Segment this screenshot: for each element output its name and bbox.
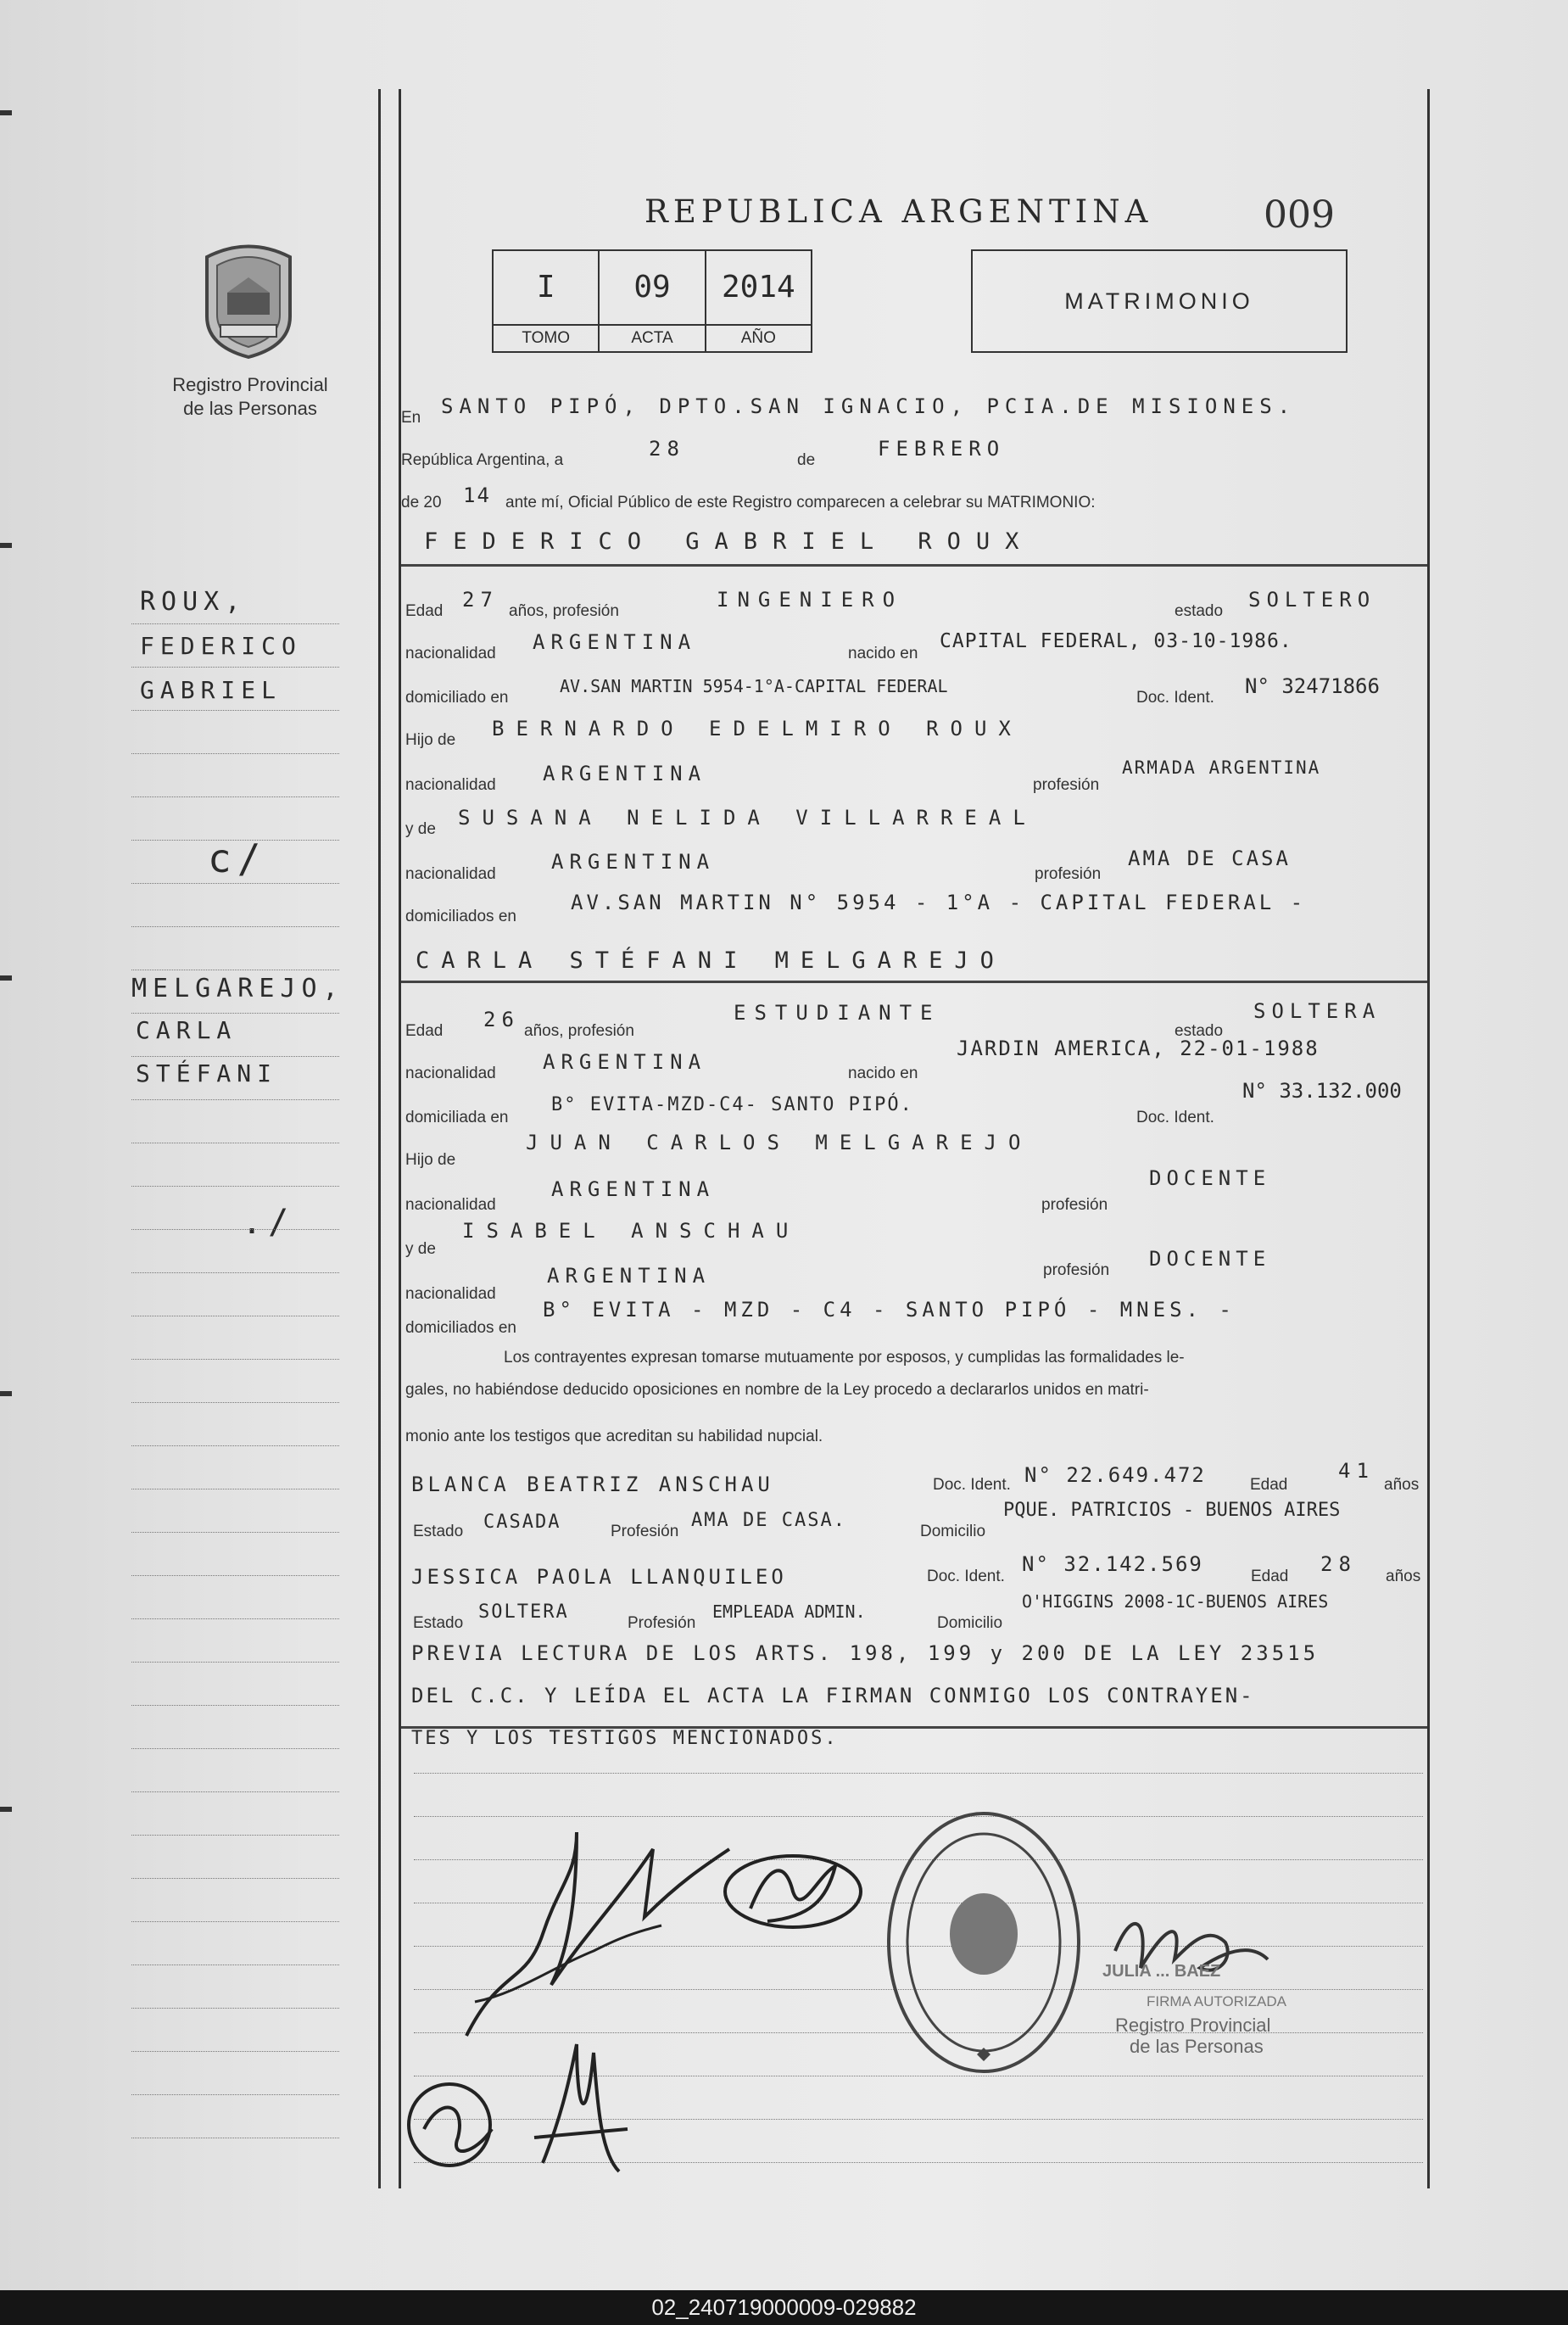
bride-marital-status: SOLTERA <box>1253 999 1381 1023</box>
groom-mother-prof-label: profesión <box>1035 865 1102 883</box>
bride-father-profession: DOCENTE <box>1149 1166 1271 1190</box>
groom-doc-number: N° 32471866 <box>1245 674 1380 698</box>
margin-ruled-line <box>131 1835 339 1836</box>
registry-line-2: de las Personas <box>183 398 317 419</box>
margin-ruled-line <box>131 1618 339 1619</box>
witness2-profession: EMPLEADA ADMIN. <box>712 1601 866 1622</box>
official-seal-stamp <box>882 1807 1085 2078</box>
margin-ruled-line <box>131 1878 339 1879</box>
bride-father-name: JUAN CARLOS MELGAREJO <box>526 1131 1033 1154</box>
margin-ruled-line <box>131 667 339 668</box>
groom-father-nationality: ARGENTINA <box>543 762 707 785</box>
bride-nationality: ARGENTINA <box>543 1050 707 1074</box>
acta-cell <box>600 251 706 351</box>
margin-ruled-line <box>131 2094 339 2095</box>
document-id-footer: 02_240719000009-029882 <box>0 2290 1568 2325</box>
margin-ruled-line <box>131 1099 339 1100</box>
declaration-line-1: Los contrayentes expresan tomarse mutuamente por esposos, y cumplidas las formalidades le- <box>504 1349 1185 1366</box>
groom-hijo-label: Hijo de <box>405 731 456 749</box>
tomo-value: I <box>536 270 555 305</box>
misiones-coat-of-arms-icon <box>198 240 299 359</box>
witness1-prof-label: Profesión <box>611 1523 679 1540</box>
margin-ruled-line <box>131 926 339 927</box>
official-title: FIRMA AUTORIZADA <box>1147 1993 1286 2009</box>
page-number: 009 <box>1264 193 1335 237</box>
section-divider <box>401 1726 1427 1729</box>
binding-mark <box>0 543 12 548</box>
country-title: REPUBLICA ARGENTINA <box>644 193 1153 230</box>
intro-de20-label: de 20 <box>401 494 442 511</box>
margin-groom-surname: ROUX, <box>140 587 247 617</box>
bride-profession: ESTUDIANTE <box>734 1001 941 1025</box>
witness2-prof-label: Profesión <box>628 1614 696 1632</box>
margin-ruled-line <box>131 1575 339 1576</box>
groom-parents-domicile: AV.SAN MARTIN N° 5954 - 1°A - CAPITAL FEDERAL - <box>571 891 1307 914</box>
declaration-line-2: gales, no habiéndose deducido oposiciones en nombre de la Ley procedo a declararlos unidos en matri- <box>405 1381 1149 1399</box>
groom-nacido-label: nacido en <box>848 645 918 662</box>
witness2-dom-label: Domicilio <box>937 1614 1003 1632</box>
groom-parents-dom-label: domiciliados en <box>405 908 516 925</box>
margin-ruled-line <box>131 1013 339 1014</box>
groom-profesion-label: años, profesión <box>509 602 619 620</box>
bride-profesion-label: años, profesión <box>524 1022 634 1040</box>
witness2-name: JESSICA PAOLA LLANQUILEO <box>411 1565 787 1589</box>
bride-father-nationality: ARGENTINA <box>551 1177 716 1201</box>
groom-mother-label: y de <box>405 820 436 838</box>
bride-father-prof-label: profesión <box>1041 1196 1108 1214</box>
bride-nacido-label: nacido en <box>848 1065 918 1082</box>
anio-cell <box>706 251 811 351</box>
bride-parents-domicile: B° EVITA - MZD - C4 - SANTO PIPÓ - MNES. - <box>543 1298 1236 1322</box>
groom-mother-name: SUSANA NELIDA VILLARREAL <box>458 806 1037 830</box>
groom-domicilio-label: domiciliado en <box>405 689 509 707</box>
binding-mark <box>0 1807 12 1812</box>
witness2-anos-label: años <box>1386 1568 1421 1585</box>
margin-ruled-line <box>131 1748 339 1749</box>
margin-ruled-line <box>131 1229 339 1230</box>
ceremony-place: SANTO PIPÓ, DPTO.SAN IGNACIO, PCIA.DE MISIONES. <box>441 394 1297 418</box>
margin-bride-name2: STÉFANI <box>136 1059 278 1087</box>
body-border-right <box>1427 89 1430 2188</box>
bride-doc-number: N° 33.132.000 <box>1242 1079 1402 1103</box>
official-signature <box>1107 1892 1276 2002</box>
registry-office-name <box>144 373 356 421</box>
bride-full-name: CARLA STÉFANI MELGAREJO <box>416 947 1006 974</box>
margin-ruled-line <box>131 1445 339 1446</box>
groom-father-profession: ARMADA ARGENTINA <box>1122 757 1321 778</box>
margin-border-left <box>378 89 381 2188</box>
anio-label: AÑO <box>706 324 811 351</box>
bride-age: 26 <box>483 1008 520 1031</box>
bride-nacionalidad-label: nacionalidad <box>405 1065 496 1082</box>
groom-signature <box>449 1798 738 2053</box>
bride-mother-nationality: ARGENTINA <box>547 1264 711 1288</box>
margin-ruled-line <box>131 840 339 841</box>
groom-age: 27 <box>462 588 499 612</box>
record-type-box: MATRIMONIO <box>971 249 1348 353</box>
margin-mark: ./ <box>242 1203 295 1242</box>
ceremony-year: 14 <box>463 483 491 507</box>
groom-edad-label: Edad <box>405 602 444 620</box>
groom-nacionalidad-label: nacionalidad <box>405 645 496 662</box>
bride-hijo-label: Hijo de <box>405 1151 456 1169</box>
witness1-signature <box>390 2078 517 2171</box>
anio-value: 2014 <box>721 270 795 305</box>
margin-ruled-line <box>131 1532 339 1533</box>
margin-ruled-line <box>131 2008 339 2009</box>
witness2-doc-label: Doc. Ident. <box>927 1568 1005 1585</box>
declaration-line-3: monio ante los testigos que acreditan su habilidad nupcial. <box>405 1428 823 1445</box>
margin-ruled-line <box>131 1662 339 1663</box>
margin-ruled-line <box>131 1791 339 1792</box>
margin-ruled-line <box>131 1186 339 1187</box>
bride-father-nac-label: nacionalidad <box>405 1196 496 1214</box>
ceremony-month: FEBRERO <box>878 437 1006 461</box>
groom-birth: CAPITAL FEDERAL, 03-10-1986. <box>940 630 1292 652</box>
margin-ruled-line <box>131 2051 339 2052</box>
bride-parents-dom-label: domiciliados en <box>405 1319 516 1337</box>
groom-nationality: ARGENTINA <box>533 630 697 654</box>
bride-estado-label: estado <box>1175 1022 1224 1040</box>
bride-mother-profession: DOCENTE <box>1149 1247 1271 1271</box>
binding-mark <box>0 1391 12 1396</box>
margin-bride-surname: MELGAREJO, <box>131 974 344 1003</box>
margin-ruled-line <box>131 1705 339 1706</box>
acta-label: ACTA <box>600 324 704 351</box>
ceremony-day: 28 <box>649 437 685 461</box>
body-border-left <box>399 89 401 2188</box>
margin-connector: c/ <box>208 836 267 881</box>
witness2-age: 28 <box>1320 1552 1357 1576</box>
groom-estado-label: estado <box>1175 602 1224 620</box>
section-divider <box>401 981 1427 983</box>
tomo-cell <box>494 251 600 351</box>
bride-domicilio-label: domiciliada en <box>405 1109 509 1126</box>
binding-mark <box>0 975 12 981</box>
bride-domicile: B° EVITA-MZD-C4- SANTO PIPÓ. <box>551 1094 913 1115</box>
bride-mother-prof-label: profesión <box>1043 1261 1110 1279</box>
margin-groom-name1: FEDERICO <box>140 632 302 660</box>
closing-line-2: DEL C.C. Y LEÍDA EL ACTA LA FIRMAN CONMIGO LOS CONTRAYEN- <box>411 1684 1255 1707</box>
closing-line-3: TES Y LOS TESTIGOS MENCIONADOS. <box>411 1728 839 1749</box>
bride-signature <box>717 1841 869 1942</box>
witness1-marital-status: CASADA <box>483 1512 561 1533</box>
witness1-doc-label: Doc. Ident. <box>933 1476 1011 1494</box>
intro-text: ante mí, Oficial Público de este Registro comparecen a celebrar su MATRIMONIO: <box>505 494 1096 511</box>
margin-ruled-line <box>131 1272 339 1273</box>
acta-value: 09 <box>633 270 671 305</box>
witness2-doc-number: N° 32.142.569 <box>1022 1552 1203 1576</box>
witness1-dom-label: Domicilio <box>920 1523 986 1540</box>
bride-mother-nac-label: nacionalidad <box>405 1285 496 1303</box>
groom-father-name: BERNARDO EDELMIRO ROUX <box>492 717 1023 741</box>
official-office-1: Registro Provincial <box>1115 2015 1271 2036</box>
tomo-label: TOMO <box>494 324 598 351</box>
witness2-marital-status: SOLTERA <box>478 1601 569 1623</box>
intro-en-label: En <box>401 409 421 427</box>
groom-doc-label: Doc. Ident. <box>1136 689 1214 707</box>
margin-groom-name2: GABRIEL <box>140 676 282 704</box>
intro-de-label: de <box>797 451 816 469</box>
official-name: JULIA ... BAEZ <box>1102 1962 1221 1981</box>
groom-mother-nac-label: nacionalidad <box>405 865 496 883</box>
groom-father-prof-label: profesión <box>1033 776 1100 794</box>
witness2-edad-label: Edad <box>1251 1568 1289 1585</box>
witness1-edad-label: Edad <box>1250 1476 1288 1494</box>
margin-bride-name1: CARLA <box>136 1016 237 1044</box>
margin-ruled-line <box>131 753 339 754</box>
witness1-anos-label: años <box>1384 1476 1420 1494</box>
section-divider <box>401 564 1427 567</box>
witness1-estado-label: Estado <box>413 1523 464 1540</box>
record-number-box <box>492 249 812 353</box>
witness1-doc-number: N° 22.649.472 <box>1024 1463 1206 1487</box>
margin-ruled-line <box>131 1359 339 1360</box>
witness1-name: BLANCA BEATRIZ ANSCHAU <box>411 1473 774 1496</box>
binding-mark <box>0 110 12 115</box>
groom-mother-nationality: ARGENTINA <box>551 850 716 874</box>
groom-mother-profession: AMA DE CASA <box>1128 847 1291 870</box>
witness2-estado-label: Estado <box>413 1614 464 1632</box>
margin-ruled-line <box>131 796 339 797</box>
bride-mother-label: y de <box>405 1240 436 1258</box>
intro-republica-label: República Argentina, a <box>401 451 564 469</box>
bride-doc-label: Doc. Ident. <box>1136 1109 1214 1126</box>
body-ruled-line <box>414 1773 1423 1774</box>
closing-line-1: PREVIA LECTURA DE LOS ARTS. 198, 199 y 200 DE LA LEY 23515 <box>411 1641 1320 1665</box>
bride-mother-name: ISABEL ANSCHAU <box>462 1219 801 1243</box>
margin-ruled-line <box>131 623 339 624</box>
margin-ruled-line <box>131 1921 339 1922</box>
witness2-domicile: O'HIGGINS 2008-1C-BUENOS AIRES <box>1022 1591 1329 1612</box>
official-office-2: de las Personas <box>1130 2036 1264 2057</box>
witness1-age: 41 <box>1338 1459 1375 1483</box>
groom-father-nac-label: nacionalidad <box>405 776 496 794</box>
margin-ruled-line <box>131 710 339 711</box>
bride-birth: JARDIN AMERICA, 22-01-1988 <box>957 1037 1320 1060</box>
margin-ruled-line <box>131 883 339 884</box>
witness1-domicile: PQUE. PATRICIOS - BUENOS AIRES <box>1003 1500 1341 1521</box>
groom-marital-status: SOLTERO <box>1248 588 1376 612</box>
margin-ruled-line <box>131 1056 339 1057</box>
groom-full-name: FEDERICO GABRIEL ROUX <box>424 528 1035 555</box>
margin-ruled-line <box>131 1402 339 1403</box>
witness1-profession: AMA DE CASA. <box>691 1510 846 1531</box>
witness2-signature <box>526 2036 636 2188</box>
bride-edad-label: Edad <box>405 1022 444 1040</box>
groom-domicile: AV.SAN MARTIN 5954-1°A-CAPITAL FEDERAL <box>560 676 948 696</box>
registry-line-1: Registro Provincial <box>172 374 328 395</box>
groom-profession: INGENIERO <box>717 588 904 612</box>
